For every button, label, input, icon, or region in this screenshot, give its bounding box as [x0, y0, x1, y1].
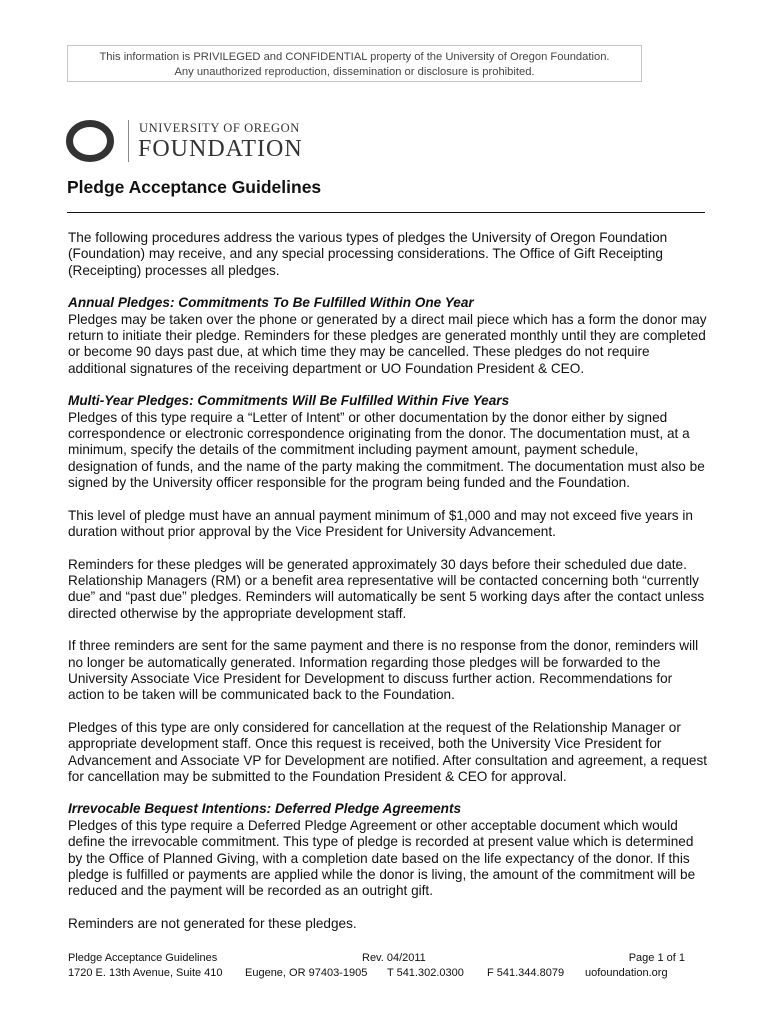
- uo-foundation-logo: [66, 118, 306, 166]
- footer-row-2: [68, 966, 685, 981]
- section-heading-irrevocable: Irrevocable Bequest Intentions: Deferred Pledge Agreements: [68, 801, 462, 817]
- section-heading-multi-year: Multi-Year Pledges: Commitments Will Be Fulfilled Within Five Years: [68, 393, 510, 409]
- page-title: Pledge Acceptance Guidelines: [67, 177, 322, 197]
- title-divider: [67, 212, 705, 213]
- footer-phone: T 541.302.0300: [387, 967, 464, 979]
- multi-year-paragraph-3: Reminders for these pledges will be generated approximately 30 days before their scheduled due date. Relationship Managers (RM) or a benefit area representative will be contacted concerning both “currently due” and “past due” pledges. Reminders will automatically be sent 5 working days after the contact unless directed otherwise by the appropriate development staff.: [68, 556, 705, 621]
- footer-address: 1720 E. 13th Avenue, Suite 410: [68, 967, 223, 979]
- footer-website: uofoundation.org: [585, 967, 668, 979]
- multi-year-paragraph-4: If three reminders are sent for the same payment and there is no response from the donor, reminders will no longer be automatically generated. Information regarding those pledges will be forwarded to the University Associate Vice President for Development to discuss further action. Recommendations for action to be taken will be communicated back to the Foundation.: [68, 638, 699, 703]
- footer-city: Eugene, OR 97403-1905: [245, 967, 368, 979]
- logo-divider: [128, 120, 129, 162]
- confidentiality-notice: [67, 45, 642, 82]
- irrevocable-paragraph-1: Pledges of this type require a Deferred Pledge Agreement or other acceptable document which would define the irrevocable commitment. This type of pledge is recorded at present value which is determined by the Office of Planned Giving, with a completion date based on the life expectancy of the donor. If this pledge is fulfilled or payments are applied while the donor is living, the amount of the commitment will be reduced and the payment will be recorded as an outright gift.: [68, 817, 696, 899]
- page-footer: [68, 951, 685, 981]
- intro-paragraph: The following procedures address the various types of pledges the University of Oregon Foundation (Foundation) may receive, and any special processing considerations. The Office of Gift Receipting (Receipting) processes all pledges.: [68, 230, 668, 278]
- document-body: [68, 230, 708, 932]
- section-heading-annual: Annual Pledges: Commitments To Be Fulfilled Within One Year: [68, 295, 474, 311]
- footer-row-1: [68, 951, 685, 966]
- notice-line-2: Any unauthorized reproduction, dissemination or disclosure is prohibited.: [174, 66, 535, 78]
- footer-doc-name: Pledge Acceptance Guidelines: [68, 952, 218, 964]
- irrevocable-paragraph-2: Reminders are not generated for these pledges.: [68, 915, 357, 931]
- logo-university-text: UNIVERSITY OF OREGON: [139, 121, 300, 135]
- logo-foundation-text: FOUNDATION: [138, 136, 303, 162]
- multi-year-paragraph-2: This level of pledge must have an annual payment minimum of $1,000 and may not exceed five years in duration without prior approval by the Vice President for University Advancement.: [68, 507, 693, 540]
- multi-year-paragraph-5: Pledges of this type are only considered for cancellation at the request of the Relationship Manager or appropriate development staff. Once this request is received, both the University Vice President for Advancement and Associate VP for Development are notified. After consultation and agreement, a request for cancellation may be submitted to the Foundation President & CEO for approval.: [68, 719, 708, 784]
- annual-paragraph: Pledges may be taken over the phone or generated by a direct mail piece which has a form the donor may return to initiate their pledge. Reminders for these pledges are generated monthly until they are completed or become 90 days past due, at which time they may be cancelled. These pledges do not require additional signatures of the receiving department or UO Foundation President & CEO.: [68, 311, 707, 376]
- footer-page-number: Page 1 of 1: [628, 952, 685, 964]
- footer-revision: Rev. 04/2011: [362, 952, 426, 964]
- notice-line-1: This information is PRIVILEGED and CONFIDENTIAL property of the University of Oregon Foundation.: [99, 51, 610, 63]
- footer-fax: F 541.344.8079: [487, 967, 565, 979]
- multi-year-paragraph-1: Pledges of this type require a “Letter of Intent” or other documentation by the donor either by signed correspondence or electronic correspondence originating from the donor. The documentation must, at a minimum, specify the details of the commitment including payment amount, payment schedule, designation of funds, and the name of the party making the commitment. The documentation must also be signed by the University officer responsible for the program being funded and the Foundation.: [68, 409, 705, 491]
- o-logo-icon: [66, 120, 114, 162]
